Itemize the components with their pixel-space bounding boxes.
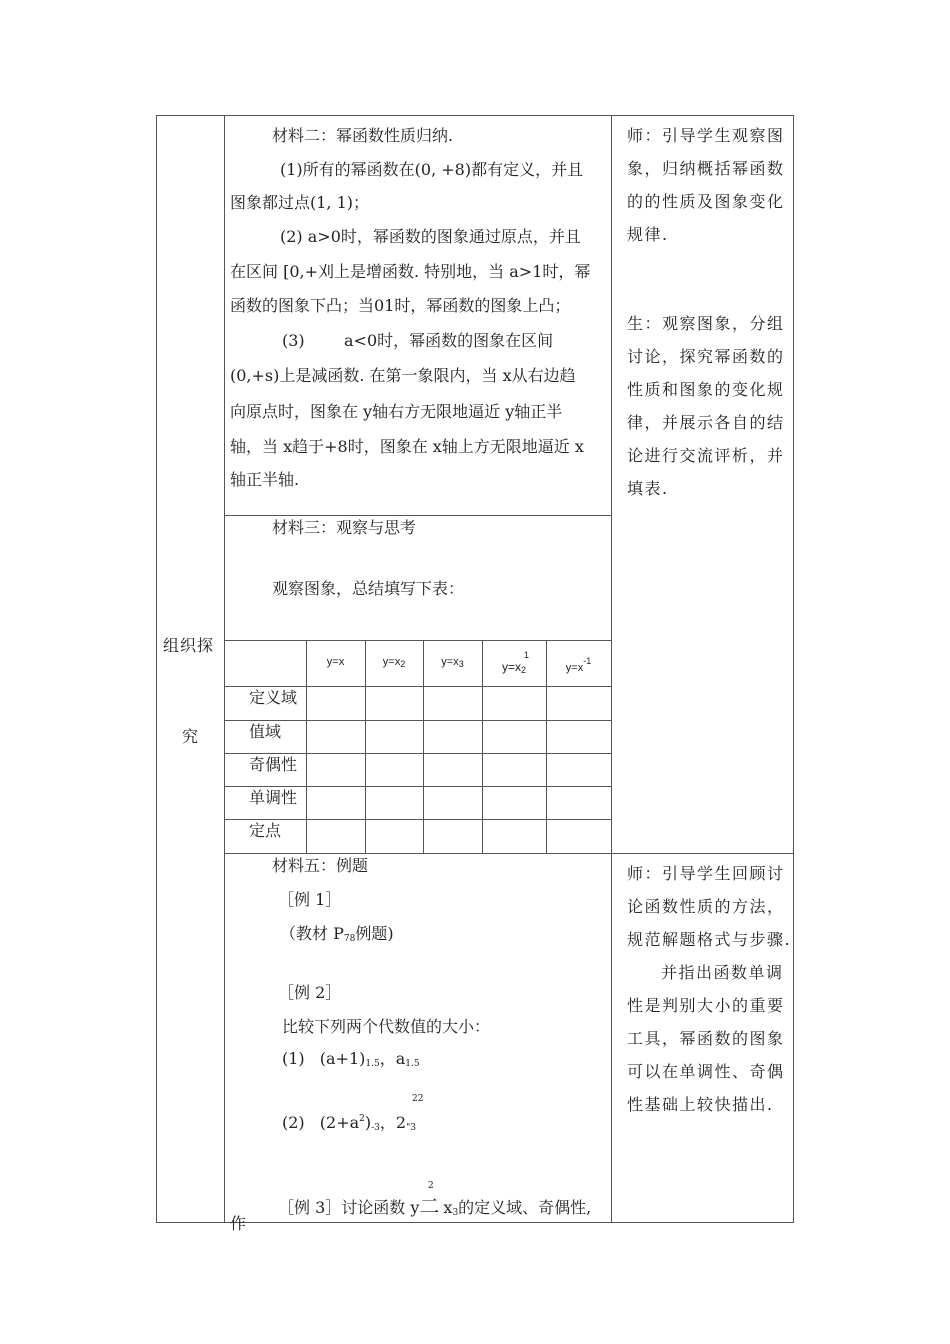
example1-label: ［例 1］	[278, 890, 342, 909]
student-note-line: 性质和图象的变化规	[627, 380, 785, 399]
table-line	[423, 640, 424, 853]
table-line	[224, 786, 611, 787]
item2-number: (2)	[282, 1113, 305, 1132]
properties-table	[224, 640, 611, 853]
material2-p1-line2: 图象都过点(1, 1)；	[230, 193, 370, 212]
table-header-base: y=x	[326, 656, 345, 668]
teacher-note-2-line: 并指出函数单调	[661, 963, 784, 982]
table-line	[224, 640, 611, 641]
material2-p3-line3: 向原点时，图象在 y轴右方无限地逼近 y轴正半	[230, 402, 563, 421]
table-header-base: y=x	[501, 660, 521, 674]
table-row-label: 单调性	[249, 788, 298, 807]
column-divider-right	[611, 115, 612, 1223]
left-label-line1: 组织探	[163, 636, 215, 655]
table-header-cell	[546, 656, 611, 674]
table-header-sub: 3	[458, 659, 464, 669]
teacher-note-2-line: 师：引导学生回顾讨	[627, 864, 785, 883]
table-header-cell	[365, 656, 423, 669]
material2-p3-number: (3)	[282, 331, 305, 350]
material2-p3-line1: a<0时，幂函数的图象在区间	[344, 331, 554, 350]
material2-p3-line5: 轴正半轴.	[230, 470, 300, 489]
example3-rest: 的定义域、奇偶性,	[458, 1198, 592, 1217]
row-divider-material5	[224, 853, 794, 854]
example2-question: 比较下列两个代数值的大小：	[282, 1017, 491, 1036]
example3-cut-text: 作	[230, 1214, 247, 1233]
item1-exp-a: 1.5	[365, 1059, 380, 1069]
teacher-note-2-line: 规范解题格式与步骤.	[627, 930, 792, 949]
example3-top-exponent: 2	[428, 1181, 434, 1191]
table-header-sub: 2	[521, 665, 527, 675]
example3-text	[278, 1196, 591, 1223]
table-row-label: 奇偶性	[249, 755, 298, 774]
example3-intro: ［例 3］讨论函数 y	[278, 1198, 420, 1217]
student-note-line: 律，并展示各自的结	[627, 413, 785, 432]
table-line	[224, 720, 611, 721]
example1-ref-text-end: 例题)	[355, 924, 394, 943]
row-divider-material3	[224, 515, 611, 516]
item2-expr-a: (2+a	[319, 1113, 360, 1132]
item1-expr-a: (a+1)	[319, 1049, 366, 1068]
example1-reference	[280, 924, 394, 949]
table-header-base: y=x	[382, 656, 401, 668]
table-header-sup: -1	[583, 656, 592, 666]
material2-p2-line2: 在区间 [0,+刈上是增函数. 特别地，当 a>1时，幂	[230, 262, 591, 281]
example2-item2	[282, 1109, 416, 1138]
table-header-cell	[482, 650, 546, 675]
student-note-line: 论进行交流评析，并	[627, 446, 785, 465]
material2-p3-line4: 轴，当 x趋于+8时，图象在 x轴上方无限地逼近 x	[230, 437, 584, 456]
teacher-note-1-line: 象，归纳概括幂函数	[627, 159, 785, 178]
table-line	[365, 640, 366, 853]
example2-label: ［例 2］	[278, 983, 342, 1002]
material2-p2-line1: (2) a>0时，幂函数的图象通过原点，并且	[280, 227, 581, 246]
table-header-cell	[306, 656, 365, 668]
example3-cut-wrapper	[230, 1214, 260, 1233]
material2-p2-line3: 函数的图象下凸；当01时，幂函数的图象上凸；	[230, 296, 571, 315]
table-header-cell	[423, 656, 482, 669]
item2-exp-a: -3	[371, 1123, 380, 1133]
item1-exp-b: 1.5	[405, 1059, 420, 1069]
table-line	[482, 640, 483, 853]
student-note-line: 填表.	[627, 479, 669, 498]
material2-p1-line1: (1)所有的幂函数在(0, +8)都有定义，并且	[280, 160, 584, 179]
material3-instruction: 观察图象，总结填写下表：	[272, 579, 465, 598]
table-line	[224, 819, 611, 820]
item2-top-exponent: 22	[412, 1094, 424, 1104]
teacher-note-2-line: 工具，幂函数的图象	[627, 1029, 785, 1048]
student-note-line: 讨论，探究幂函数的	[627, 347, 785, 366]
example1-ref-page: 78	[343, 934, 356, 944]
table-row-label: 定义域	[249, 688, 298, 707]
example3-var: x	[443, 1198, 453, 1217]
item2-expr-b: )	[364, 1113, 372, 1132]
teacher-note-2-line: 论函数性质的方法，	[627, 897, 785, 916]
student-note-line: 生：观察图象，分组	[627, 314, 785, 333]
teacher-note-1-line: 的的性质及图象变化	[627, 192, 785, 211]
table-header-base: y=x	[441, 656, 459, 668]
table-row-label: 值域	[249, 722, 282, 741]
table-row-label: 定点	[249, 821, 282, 840]
material3-title: 材料三：观察与思考	[272, 518, 417, 537]
example3-sub: 3	[452, 1208, 459, 1218]
item2-expr-c: ，2	[379, 1113, 407, 1132]
table-line	[224, 686, 611, 687]
table-line	[306, 640, 307, 853]
table-header-base: y=x	[565, 662, 584, 674]
table-line	[224, 753, 611, 754]
teacher-note-2-line: 性基础上较快描出.	[627, 1095, 774, 1114]
teacher-note-2-line: 可以在单调性、奇偶	[627, 1062, 785, 1081]
material2-title: 材料二：幂函数性质归纳.	[272, 126, 454, 145]
item1-number: (1)	[282, 1049, 305, 1068]
table-header-sup: 1	[524, 650, 530, 660]
example1-ref-text: （教材 P	[280, 924, 344, 943]
material5-title: 材料五：例题	[272, 856, 369, 875]
item2-exp-b: "3	[406, 1123, 416, 1133]
teacher-note-1-line: 师：引导学生观察图	[627, 126, 785, 145]
teacher-note-2-line: 性是判别大小的重要	[627, 996, 785, 1015]
material2-p3-line2: (0,+s)上是减函数. 在第一象限内，当 x从右边趋	[230, 366, 576, 385]
left-label-line2: 究	[182, 727, 199, 746]
item1-expr-b: ，a	[379, 1049, 406, 1068]
example2-item1	[282, 1049, 420, 1074]
table-header-sub: 2	[400, 659, 406, 669]
teacher-note-1-line: 规律.	[627, 225, 669, 244]
item2-square: 2	[359, 1114, 365, 1124]
example3-equals: 二	[419, 1194, 440, 1218]
